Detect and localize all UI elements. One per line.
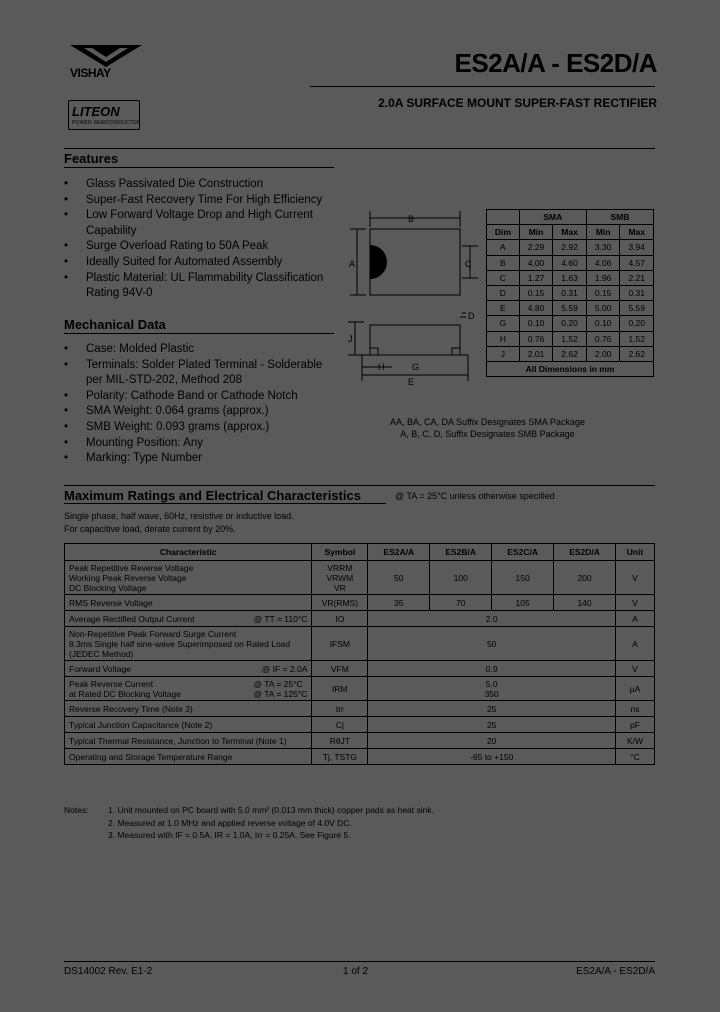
- table-footer: All Dimensions in mm: [487, 361, 654, 376]
- characteristic-label: Reverse Recovery Time (Note 3): [69, 703, 193, 714]
- value-cell: 25: [368, 701, 616, 717]
- table-cell: B: [487, 255, 520, 270]
- value-cell: 140: [554, 595, 616, 611]
- condition-label: @ TT = 110°C: [253, 613, 308, 624]
- footer-doc-id: DS14002 Rev. E1-2: [64, 966, 153, 977]
- table-cell: A: [487, 240, 520, 255]
- symbol-cell: IFSM: [312, 627, 368, 661]
- package-notes: [385, 416, 590, 440]
- dim-label-h: H: [378, 362, 385, 372]
- table-cell: 0.76: [586, 331, 620, 346]
- unit-cell: A: [616, 611, 655, 627]
- cathode-band-icon: [370, 245, 387, 279]
- characteristic-label: Peak Repetitive Reverse Voltage Working Peak Reverse Voltage DC Blocking Voltage: [69, 562, 194, 593]
- table-row: [65, 627, 655, 661]
- table-cell: [65, 733, 312, 749]
- table-cell: 0.31: [553, 285, 587, 300]
- list-item: • Marking: Type Number: [64, 451, 334, 467]
- characteristic-label: Forward Voltage: [69, 663, 131, 674]
- list-item: • Ideally Suited for Automated Assembly: [64, 255, 334, 271]
- table-cell: 2.01: [519, 346, 553, 361]
- table-row: [65, 717, 655, 733]
- list-item: • Super-Fast Recovery Time For High Efficiency: [64, 193, 334, 209]
- table-cell: 4.00: [519, 255, 553, 270]
- table-cell: 4.60: [553, 255, 587, 270]
- table-row: [487, 316, 654, 331]
- ratings-table: [64, 543, 655, 765]
- package-note: AA, BA, CA, DA Suffix Designates SMA Package: [390, 417, 585, 427]
- symbol-cell: RθJT: [312, 733, 368, 749]
- table-cell: 0.20: [553, 316, 587, 331]
- dim-label-a: A: [349, 259, 356, 269]
- value-cell: 20: [368, 733, 616, 749]
- table-header: Characteristic: [65, 544, 312, 561]
- table-header: [487, 210, 520, 225]
- dim-label-d: D: [468, 311, 475, 321]
- unit-cell: V: [616, 661, 655, 677]
- table-cell: 0.31: [620, 285, 654, 300]
- table-header: Unit: [616, 544, 655, 561]
- table-cell: [65, 611, 312, 627]
- list-item: • Low Forward Voltage Drop and High Current Capability: [64, 208, 334, 239]
- table-cell: 1.52: [620, 331, 654, 346]
- header-divider: [64, 148, 655, 149]
- table-header: ES2D/A: [554, 544, 616, 561]
- vishay-brand: VISHAY: [70, 66, 111, 80]
- value-cell: 25: [368, 717, 616, 733]
- table-cell: 0.10: [519, 316, 553, 331]
- title-divider: [310, 86, 655, 87]
- ratings-underline: [64, 503, 386, 504]
- table-cell: 0.76: [519, 331, 553, 346]
- table-cell: 2.62: [620, 346, 654, 361]
- note-item: 1. Unit mounted on PC board with 5.0 mm² (0.013 mm thick) copper pads as heat sink.: [108, 805, 434, 815]
- table-header-max: Max: [553, 225, 587, 240]
- value-cell: 200: [554, 561, 616, 595]
- symbol-cell: Tj, TSTG: [312, 749, 368, 765]
- table-header-smb: SMB: [586, 210, 653, 225]
- table-cell: 2.00: [586, 346, 620, 361]
- table-cell: 5.00: [586, 301, 620, 316]
- table-row: [65, 561, 655, 595]
- features-underline: [64, 167, 334, 168]
- list-item: • Plastic Material: UL Flammability Classification Rating 94V-0: [64, 271, 334, 302]
- condition-label: @ IF = 2.0A: [261, 663, 308, 674]
- ratings-table-body: [65, 561, 655, 765]
- table-row: [487, 285, 654, 300]
- table-cell: 0.20: [620, 316, 654, 331]
- table-row: [487, 331, 654, 346]
- unit-cell: °C: [616, 749, 655, 765]
- package-note: A, B, C, D, Suffix Designates SMB Package: [400, 429, 575, 439]
- table-cell: 1.63: [553, 270, 587, 285]
- characteristic-label: Non-Repetitive Peak Forward Surge Current 8.3ms Single half sine-wave Superimposed on Rated Load (JEDEC Method): [69, 628, 291, 659]
- table-row: [65, 661, 655, 677]
- characteristic-label: RMS Reverse Voltage: [69, 597, 153, 608]
- value-cell: 70: [430, 595, 492, 611]
- list-item: • Terminals: Solder Plated Terminal - Solderable per MIL-STD-202, Method 208: [64, 358, 334, 389]
- characteristic-label: Typical Junction Capacitance (Note 2): [69, 719, 213, 730]
- table-cell: G: [487, 316, 520, 331]
- list-item: • Surge Overload Rating to 50A Peak: [64, 239, 334, 255]
- ratings-condition: @ TA = 25°C unless otherwise specified: [395, 491, 555, 501]
- characteristic-label: Peak Reverse Current at Rated DC Blocking Voltage: [69, 678, 181, 699]
- value-cell: 50: [368, 627, 616, 661]
- table-row: [65, 677, 655, 701]
- table-cell: [65, 561, 312, 595]
- table-row: [487, 240, 654, 255]
- table-row: [487, 255, 654, 270]
- liteon-subtitle: POWER SEMICONDUCTOR: [72, 120, 141, 126]
- page-title: ES2A/A - ES2D/A: [454, 48, 657, 78]
- table-cell: [65, 661, 312, 677]
- package-outline-diagram: [340, 205, 480, 395]
- dim-label-b: B: [408, 214, 415, 224]
- characteristic-label: Typical Thermal Resistance, Junction to Terminal (Note 1): [69, 735, 287, 746]
- table-cell: 4.57: [620, 255, 654, 270]
- ratings-notes: [64, 510, 294, 535]
- unit-cell: V: [616, 595, 655, 611]
- symbol-cell: Cj: [312, 717, 368, 733]
- unit-cell: ns: [616, 701, 655, 717]
- table-cell: 4.06: [586, 255, 620, 270]
- table-cell: [65, 595, 312, 611]
- table-header-sma: SMA: [519, 210, 586, 225]
- table-header-max: Max: [620, 225, 654, 240]
- footer-page-number: 1 of 2: [343, 966, 369, 977]
- unit-cell: pF: [616, 717, 655, 733]
- table-row: [65, 733, 655, 749]
- table-cell: 4.80: [519, 301, 553, 316]
- ratings-heading: Maximum Ratings and Electrical Characteristics: [64, 488, 361, 503]
- table-cell: 2.29: [519, 240, 553, 255]
- value-cell: 2.0: [368, 611, 616, 627]
- mechanical-heading: Mechanical Data: [64, 317, 166, 332]
- table-cell: 1.52: [553, 331, 587, 346]
- dimensions-table: [486, 209, 654, 377]
- value-cell: 150: [492, 561, 554, 595]
- table-cell: [65, 701, 312, 717]
- symbol-cell: VR(RMS): [312, 595, 368, 611]
- list-item: • SMA Weight: 0.064 grams (approx.): [64, 404, 334, 420]
- table-header-min: Min: [586, 225, 620, 240]
- table-header-min: Min: [519, 225, 553, 240]
- list-item: • Case: Molded Plastic: [64, 342, 334, 358]
- note-item: 2. Measured at 1.0 MHz and applied reverse voltage of 4.0V DC.: [108, 817, 352, 828]
- table-cell: C: [487, 270, 520, 285]
- ratings-note: For capacitive load, derate current by 20%.: [64, 523, 236, 534]
- table-cell: [65, 717, 312, 733]
- dim-label-j: J: [348, 334, 353, 344]
- symbol-cell: VRRM VRWM VR: [312, 561, 368, 595]
- dim-label-e: E: [408, 377, 415, 387]
- table-cell: 0.10: [586, 316, 620, 331]
- table-cell: 1.27: [519, 270, 553, 285]
- symbol-cell: trr: [312, 701, 368, 717]
- condition-label: @ TA = 25°C @ TA = 125°C: [253, 678, 308, 699]
- table-cell: J: [487, 346, 520, 361]
- value-cell: 50: [368, 561, 430, 595]
- list-item: • Mounting Position: Any: [64, 436, 334, 452]
- vishay-logo-icon: [70, 45, 142, 67]
- symbol-cell: VFM: [312, 661, 368, 677]
- value-cell: 5.0 350: [368, 677, 616, 701]
- note-item: 3. Measured with IF = 0.5A, IR = 1.0A, Irr = 0.25A. See Figure 5.: [108, 830, 351, 840]
- mechanical-underline: [64, 333, 334, 334]
- table-cell: D: [487, 285, 520, 300]
- table-cell: 0.15: [519, 285, 553, 300]
- footer-part-number: ES2A/A - ES2D/A: [576, 966, 655, 977]
- value-cell: 105: [492, 595, 554, 611]
- value-cell: 0.9: [368, 661, 616, 677]
- table-row: [487, 301, 654, 316]
- mechanical-list: [64, 342, 334, 467]
- table-header: ES2B/A: [430, 544, 492, 561]
- table-row: [487, 346, 654, 361]
- table-row: [65, 749, 655, 765]
- unit-cell: µA: [616, 677, 655, 701]
- table-row: [65, 701, 655, 717]
- features-list: [64, 177, 334, 302]
- characteristic-label: Operating and Storage Temperature Range: [69, 751, 233, 762]
- table-cell: [65, 677, 312, 701]
- list-item: • SMB Weight: 0.093 grams (approx.): [64, 420, 334, 436]
- table-header: ES2A/A: [368, 544, 430, 561]
- page-subtitle: 2.0A SURFACE MOUNT SUPER-FAST RECTIFIER: [378, 96, 657, 110]
- table-cell: 5.59: [620, 301, 654, 316]
- table-cell: 3.30: [586, 240, 620, 255]
- table-row: [65, 611, 655, 627]
- table-row: [65, 595, 655, 611]
- table-header: ES2C/A: [492, 544, 554, 561]
- list-item: • Polarity: Cathode Band or Cathode Notch: [64, 389, 334, 405]
- value-cell: -65 to +150: [368, 749, 616, 765]
- table-cell: 2.21: [620, 270, 654, 285]
- value-cell: 100: [430, 561, 492, 595]
- table-header-dim: Dim: [487, 225, 520, 240]
- ratings-divider: [64, 485, 655, 486]
- ratings-note: Single phase, half wave, 60Hz, resistive or inductive load.: [64, 511, 294, 521]
- characteristic-label: Average Rectified Output Current: [69, 613, 195, 624]
- table-cell: 0.15: [586, 285, 620, 300]
- table-cell: H: [487, 331, 520, 346]
- notes-label: Notes:: [64, 805, 89, 815]
- symbol-cell: IO: [312, 611, 368, 627]
- unit-cell: V: [616, 561, 655, 595]
- unit-cell: K/W: [616, 733, 655, 749]
- symbol-cell: IRM: [312, 677, 368, 701]
- table-cell: E: [487, 301, 520, 316]
- dim-label-g: G: [412, 362, 420, 372]
- table-cell: 1.96: [586, 270, 620, 285]
- dim-label-c: C: [465, 259, 472, 269]
- list-item: • Glass Passivated Die Construction: [64, 177, 334, 193]
- table-header: Symbol: [312, 544, 368, 561]
- unit-cell: A: [616, 627, 655, 661]
- value-cell: 35: [368, 595, 430, 611]
- liteon-brand: LITEON: [72, 104, 120, 119]
- footer-divider: [64, 961, 655, 962]
- table-cell: 3.94: [620, 240, 654, 255]
- features-heading: Features: [64, 151, 119, 166]
- table-cell: 5.59: [553, 301, 587, 316]
- table-row: [487, 270, 654, 285]
- table-cell: 2.92: [553, 240, 587, 255]
- table-cell: [65, 627, 312, 661]
- table-cell: [65, 749, 312, 765]
- table-cell: 2.62: [553, 346, 587, 361]
